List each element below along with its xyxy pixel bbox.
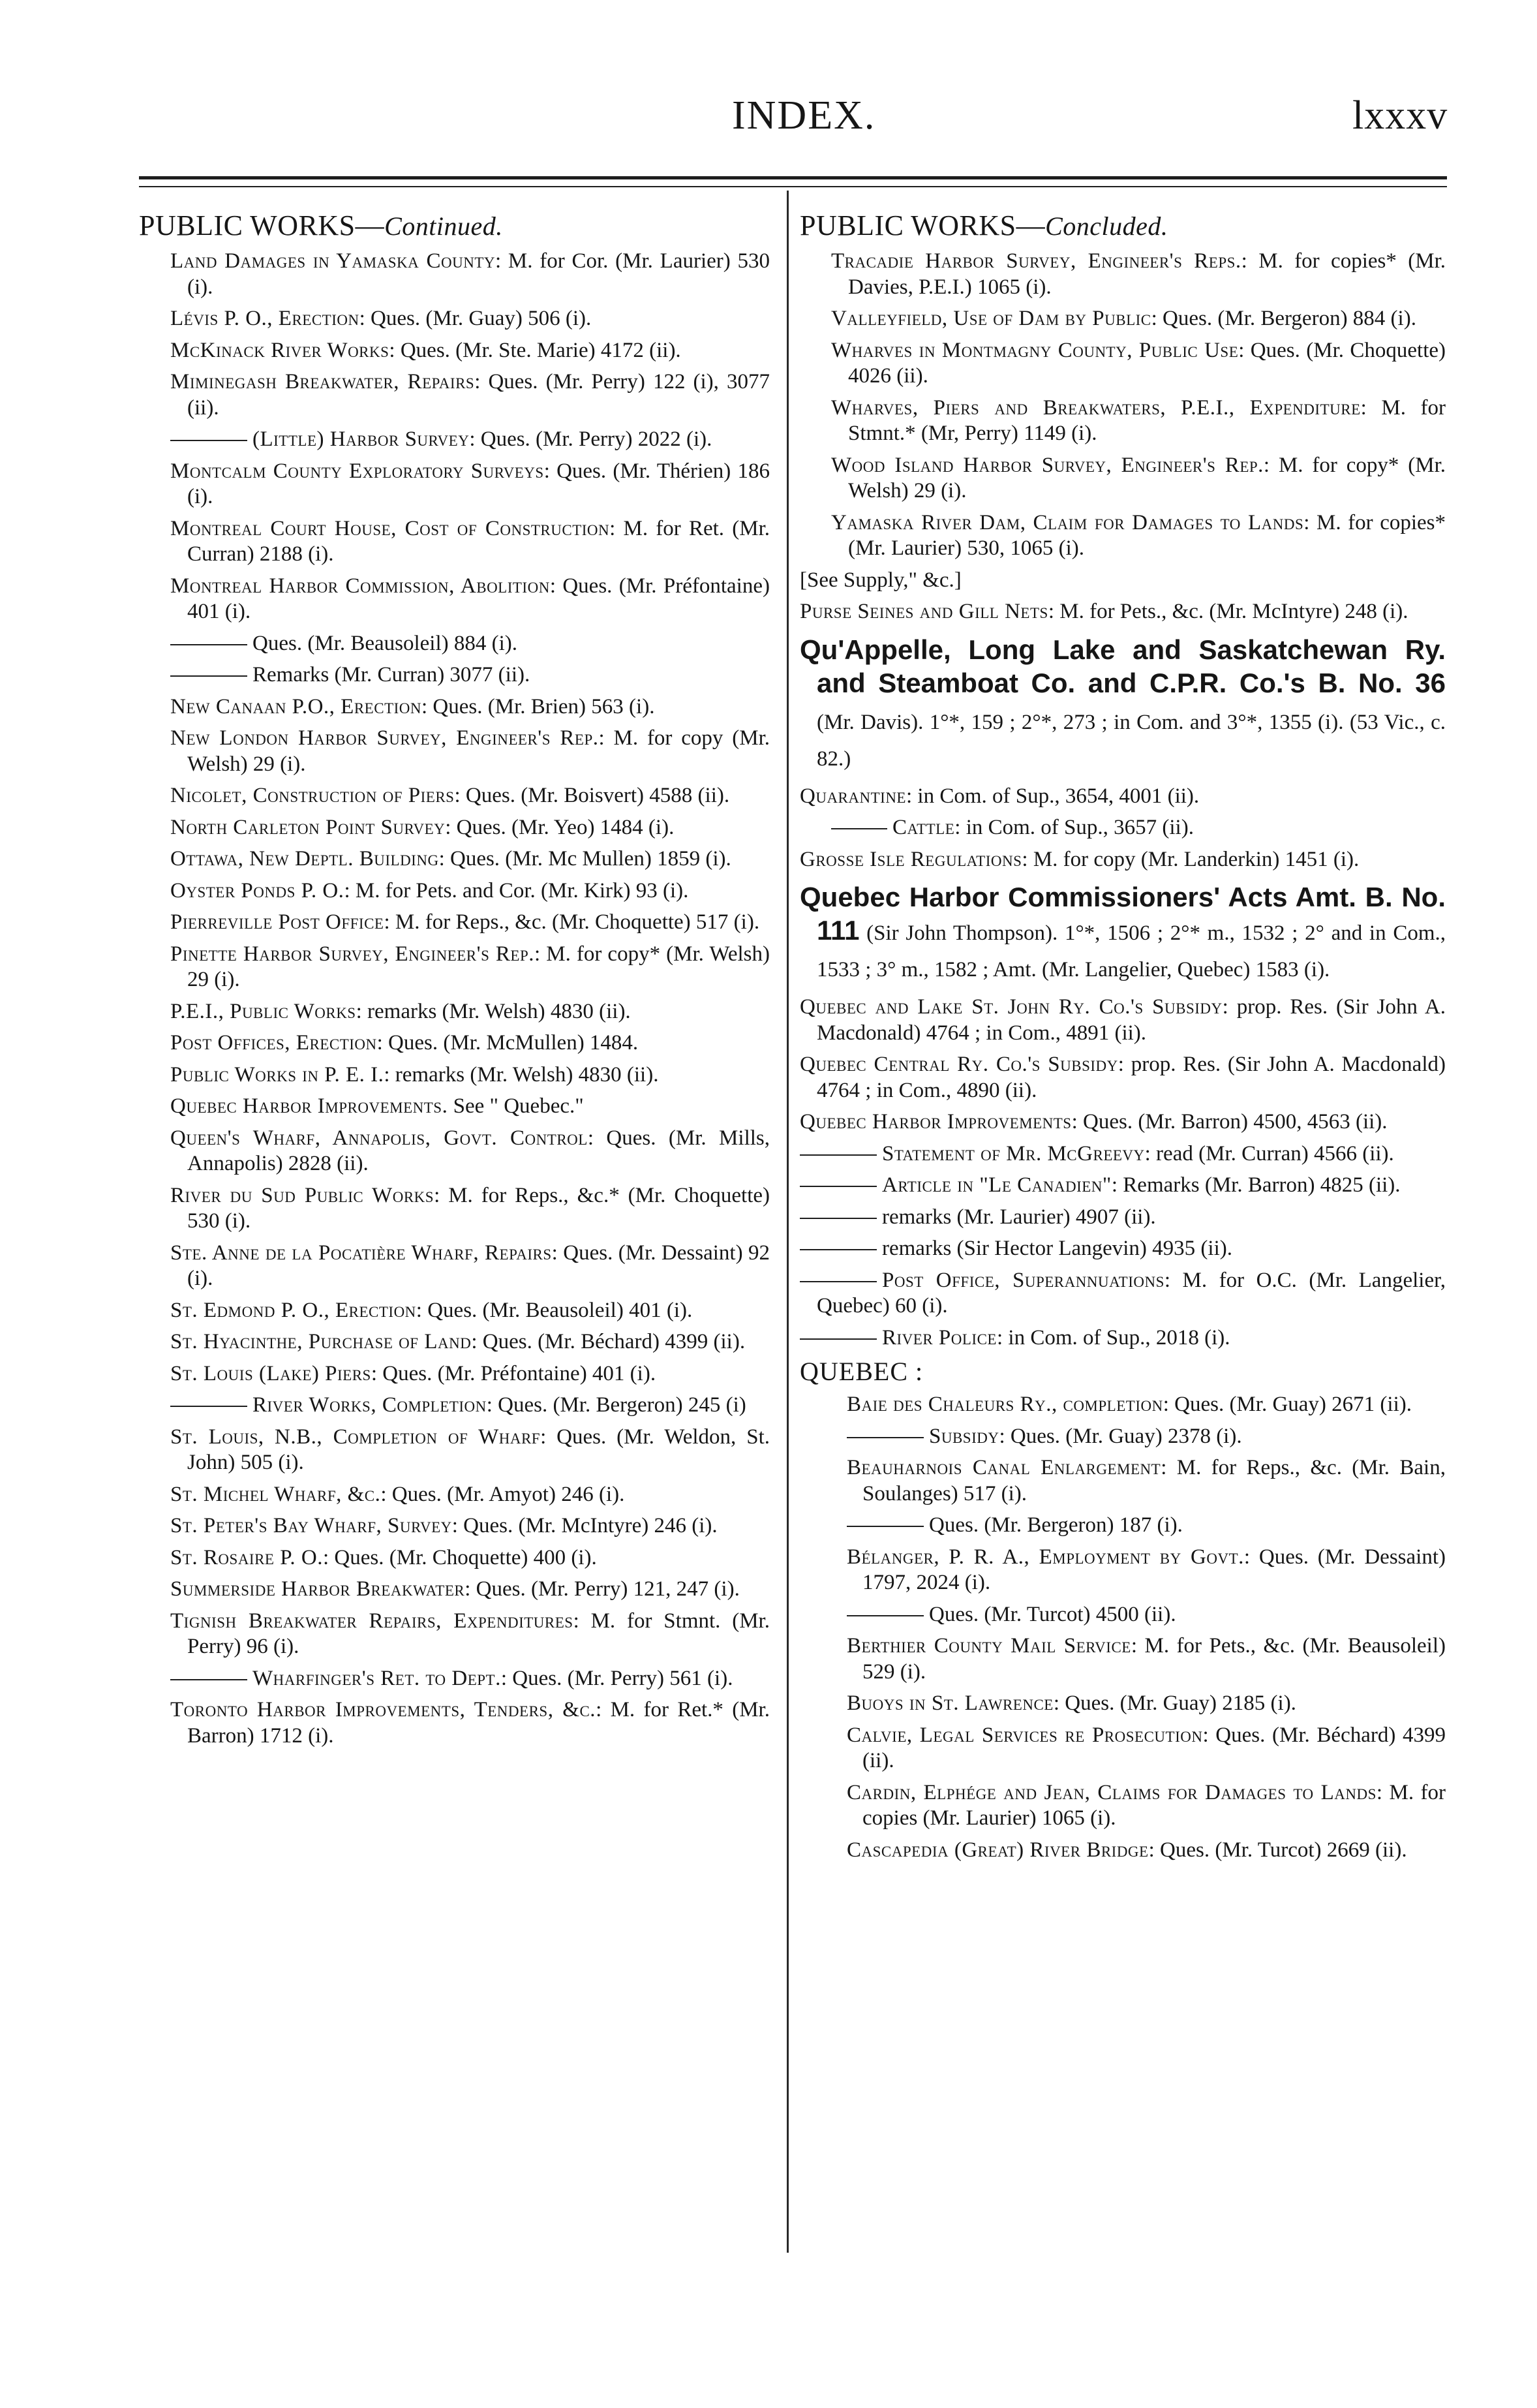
entry-text: : M. for Pets. and Cor. (Mr. Kirk) 93 (i). <box>344 878 689 903</box>
index-entry <box>139 1425 770 1476</box>
index-entry <box>139 249 770 300</box>
entry-text: : M. for copy (Mr. Landerkin) 1451 (i). <box>1022 847 1360 871</box>
index-entry <box>800 1268 1446 1320</box>
entry-subject: Nicolet, Construction of Piers <box>170 784 455 807</box>
entry-text: : Ques. (Mr. Bergeron) 245 (i) <box>486 1393 746 1417</box>
entry-text: : Ques. (Mr. Choquette) 4026 (ii). <box>848 338 1446 388</box>
entry-subject: Calvie, Legal Services re Prosecution <box>847 1723 1203 1747</box>
entry-text: : M. for Reps., &c.* (Mr. Choquette) 530 (i). <box>187 1183 770 1233</box>
entry-subject: St. Louis, N.B., Completion of Wharf <box>170 1425 541 1449</box>
entry-subject: Cardin, Elphége and Jean, Claims for Damages to Lands <box>847 1780 1377 1804</box>
entry-text: : Ques. (Mr. Beausoleil) 401 (i). <box>416 1298 693 1322</box>
entry-text: : prop. Res. (Sir John A. Macdonald) 4764 ; in Com., 4890 (ii). <box>817 1053 1446 1102</box>
index-entry <box>139 1126 770 1177</box>
entry-subject: Ottawa, New Deptl. Building <box>170 847 439 871</box>
entry-subject: St. Peter's Bay Wharf, Survey <box>170 1514 452 1537</box>
entry-text: : Ques. (Mr. Perry) 122 (i), 3077 (ii). <box>187 370 770 420</box>
entry-text: : Ques. (Mr. Bergeron) 884 (i). <box>1151 307 1416 330</box>
index-entry <box>139 516 770 568</box>
dash-rule <box>800 1338 877 1340</box>
dash-rule <box>831 828 887 829</box>
entry-text: : Ques. (Mr. Perry) 121, 247 (i). <box>464 1577 740 1601</box>
entry-text: : Ques. (Mr. McMullen) 1484. <box>376 1031 639 1055</box>
index-entry <box>139 631 770 657</box>
index-entry <box>139 1609 770 1660</box>
bill-title: Quebec Harbor Commissioners' Acts Amt. B. No. 111 <box>800 882 1446 946</box>
index-entry <box>139 1030 770 1057</box>
entry-subject: Article in "Le Canadien" <box>882 1173 1112 1197</box>
entry-text: : Ques. (Mr. Boisvert) 4588 (ii). <box>454 784 730 807</box>
index-entry <box>139 1697 770 1749</box>
index-entry <box>139 459 770 510</box>
index-entry <box>800 1325 1446 1351</box>
entry-text: remarks (Mr. Laurier) 4907 (ii). <box>882 1205 1156 1229</box>
index-entry <box>139 369 770 421</box>
entry-text: remarks (Sir Hector Langevin) 4935 (ii). <box>882 1237 1232 1260</box>
entry-subject: Summerside Harbor Breakwater <box>170 1577 465 1601</box>
index-entry-grosse-isle <box>800 847 1446 873</box>
index-entry <box>139 1666 770 1692</box>
entry-text: : M. for Reps., &c. (Mr. Choquette) 517 (i). <box>384 910 760 934</box>
dash-rule <box>170 675 247 677</box>
index-entry <box>800 1633 1446 1685</box>
index-entry <box>139 1298 770 1324</box>
index-entry <box>800 306 1446 332</box>
index-entry <box>139 1094 770 1120</box>
left-entries <box>139 249 770 1749</box>
entry-text: : prop. Res. (Sir John A. Macdonald) 4764 ; in Com., 4891 (ii). <box>817 995 1446 1045</box>
entry-text: : Ques. (Mr. Mc Mullen) 1859 (i). <box>438 847 731 871</box>
entry-text: : in Com. of Sup., 3657 (ii). <box>954 816 1194 839</box>
dash-rule <box>800 1186 877 1187</box>
entry-text: : Ques. (Mr. Amyot) 246 (i). <box>380 1482 625 1506</box>
entry-text: : Ques. (Mr. Turcot) 2669 (ii). <box>1148 1838 1407 1862</box>
entry-subject: Yamaska River Dam, Claim for Damages to Lands <box>831 510 1304 534</box>
index-entry <box>800 1691 1446 1717</box>
heading-suffix: Concluded. <box>1045 211 1168 241</box>
index-entry <box>800 1838 1446 1864</box>
index-entry <box>139 910 770 936</box>
entry-text: : M. for Stmnt.* (Mr, Perry) 1149 (i). <box>848 395 1446 445</box>
section-heading <box>800 209 1446 243</box>
dash-rule <box>170 1679 247 1680</box>
entry-text: Remarks (Mr. Curran) 3077 (ii). <box>252 663 530 687</box>
index-entry <box>139 999 770 1025</box>
left-column <box>139 209 770 1755</box>
dash-rule <box>800 1154 877 1156</box>
entry-subject: Quebec Harbor Improvements <box>800 1110 1072 1134</box>
entry-subject: Wharfinger's Ret. to Dept. <box>252 1666 501 1690</box>
index-entry <box>139 1482 770 1508</box>
index-entry <box>800 395 1446 447</box>
entry-subject: Wood Island Harbor Survey, Engineer's Rep. <box>831 453 1264 477</box>
entry-subject: Pierreville Post Office <box>170 910 384 934</box>
index-entry <box>139 1183 770 1235</box>
entry-text: : Ques. (Mr. Dessaint) 92 (i). <box>187 1241 770 1290</box>
index-entry <box>800 1236 1446 1262</box>
index-entry <box>800 1602 1446 1628</box>
entry-text: : remarks (Mr. Welsh) 4830 (ii). <box>384 1062 659 1087</box>
entry-text: : Ques. (Mr. Barron) 4500, 4563 (ii). <box>1071 1110 1388 1134</box>
entry-subject: Baie des Chaleurs Ry., completion <box>847 1393 1163 1416</box>
entry-text: Ques. (Mr. Beausoleil) 884 (i). <box>252 631 518 655</box>
index-entry <box>800 453 1446 504</box>
entry-text: : Ques. (Mr. Guay) 506 (i). <box>359 307 592 330</box>
entry-text: : Ques. (Mr. Thérien) 186 (i). <box>187 459 770 508</box>
index-entry <box>800 249 1446 300</box>
index-entry <box>139 878 770 904</box>
entry-text: : Ques. (Mr. McIntyre) 246 (i). <box>451 1514 718 1537</box>
entry-subject: Purse Seines and Gill Nets <box>800 600 1048 623</box>
entry-subject: Quebec Harbor Improvements. <box>170 1094 448 1118</box>
index-entry-quarantine <box>800 784 1446 810</box>
index-entry <box>139 846 770 872</box>
entry-subject: Quebec and Lake St. John Ry. Co.'s Subsidy <box>800 995 1223 1019</box>
entry-subject: Ste. Anne de la Pocatière Wharf, Repairs <box>170 1241 552 1265</box>
entry-subject: Post Office, Superannuations <box>882 1268 1164 1292</box>
entry-subject: McKinack River Works <box>170 338 389 362</box>
entry-subject: Tracadie Harbor Survey, Engineer's Reps. <box>831 249 1241 273</box>
entry-text: : M. for Cor. (Mr. Laurier) 530 (i). <box>187 249 770 299</box>
dash-rule <box>800 1249 877 1250</box>
index-entry <box>800 1205 1446 1231</box>
entry-text: : read (Mr. Curran) 4566 (ii). <box>1144 1141 1394 1165</box>
index-entry <box>800 1455 1446 1507</box>
index-entry <box>800 1723 1446 1774</box>
entry-subject: Grosse Isle Regulations <box>800 847 1022 871</box>
index-entry <box>139 338 770 364</box>
entry-text: : M. for Stmnt. (Mr. Perry) 96 (i). <box>187 1609 770 1658</box>
index-entry <box>800 1109 1446 1135</box>
entry-text: : M. for Reps., &c. (Mr. Bain, Soulanges) 517 (i). <box>862 1456 1446 1505</box>
index-entry <box>139 1329 770 1355</box>
dash-rule <box>800 1281 877 1282</box>
entry-subject: Lévis P. O., Erection <box>170 307 359 330</box>
entry-subject: Queen's Wharf, Annapolis, Govt. Control <box>170 1126 588 1150</box>
entry-text: : Ques. (Mr. Weldon, St. John) 505 (i). <box>187 1425 770 1474</box>
page-title: INDEX. <box>732 93 876 138</box>
entry-subject: Toronto Harbor Improvements, Tenders, &c. <box>170 1698 596 1721</box>
entry-text: : Ques. (Mr. Béchard) 4399 (ii). <box>862 1723 1446 1772</box>
entry-text: : Ques. (Mr. Yeo) 1484 (i). <box>445 815 675 839</box>
entry-subject: Post Offices, Erection <box>170 1031 377 1055</box>
entry-text: See " Quebec." <box>448 1094 584 1118</box>
header-rule-thick <box>139 176 1447 179</box>
entry-text: : Ques. (Mr. Guay) 2671 (ii). <box>1163 1393 1412 1416</box>
entry-text: : Ques. (Mr. Guay) 2378 (i). <box>999 1424 1242 1448</box>
index-entry <box>139 306 770 332</box>
entry-text: Ques. (Mr. Turcot) 4500 (ii). <box>929 1602 1176 1626</box>
entry-subject: Cascapedia (Great) River Bridge <box>847 1838 1149 1862</box>
entry-subject: North Carleton Point Survey <box>170 815 446 839</box>
page-number: lxxxv <box>1352 93 1448 138</box>
entry-text: : M. for copies (Mr. Laurier) 1065 (i). <box>862 1780 1446 1830</box>
entry-subject: River Police <box>882 1325 997 1350</box>
entry-subject: St. Hyacinthe, Purchase of Land <box>170 1330 472 1353</box>
entry-subject: Land Damages in Yamaska County <box>170 249 495 273</box>
index-entry-purse-seines <box>800 599 1446 625</box>
entry-text: : in Com. of Sup., 2018 (i). <box>996 1325 1230 1350</box>
header-rule-thin <box>139 186 1447 187</box>
index-entry <box>139 1545 770 1571</box>
entry-text: : Ques. (Mr. Dessaint) 1797, 2024 (i). <box>862 1545 1446 1594</box>
entry-subject: Bélanger, P. R. A., Employment by Govt. <box>847 1545 1244 1569</box>
index-entry <box>800 1513 1446 1539</box>
bill-entry-quebec-harbor <box>800 880 1446 987</box>
entry-subject: New London Harbor Survey, Engineer's Rep. <box>170 726 599 750</box>
entry-subject: River du Sud Public Works <box>170 1183 434 1207</box>
index-entry <box>800 510 1446 562</box>
entry-text: : Ques. (Mr. Brien) 563 (i). <box>421 694 655 718</box>
entry-subject: Montcalm County Exploratory Surveys <box>170 459 544 483</box>
entry-text: : Ques. (Mr. Préfontaine) 401 (i). <box>371 1361 656 1385</box>
entry-subject: Montreal Harbor Commission, Abolition <box>170 574 550 598</box>
quebec-entries <box>800 995 1446 1351</box>
entry-subject: St. Michel Wharf, &c. <box>170 1482 381 1506</box>
entry-subject: Valleyfield, Use of Dam by Public <box>831 307 1151 330</box>
entry-text: : Ques. (Mr. Choquette) 400 (i). <box>323 1545 597 1569</box>
entry-subject: (Little) Harbor Survey <box>252 427 470 451</box>
entry-text: : M. for copy (Mr. Welsh) 29 (i). <box>187 726 770 776</box>
entry-subject: Pinette Harbor Survey, Engineer's Rep. <box>170 942 535 966</box>
index-entry <box>800 1392 1446 1418</box>
dash-rule <box>847 1615 924 1616</box>
index-entry <box>139 783 770 809</box>
index-entry <box>139 1577 770 1603</box>
heading-suffix: Continued. <box>384 211 503 241</box>
page-header <box>0 0 1537 170</box>
index-entry <box>139 1241 770 1292</box>
entry-subject: St. Edmond P. O., Erection <box>170 1298 416 1322</box>
index-entry <box>139 574 770 625</box>
entry-text: : M. for Pets., &c. (Mr. McIntyre) 248 (i). <box>1048 600 1408 623</box>
dash-rule <box>847 1437 924 1438</box>
entry-subject: Miminegash Breakwater, Repairs <box>170 370 475 394</box>
entry-subject: Berthier County Mail Service <box>847 1634 1131 1658</box>
index-entry <box>800 1052 1446 1104</box>
entry-subject: St. Rosaire P. O. <box>170 1545 324 1569</box>
entry-subject: Wharves in Montmagny County, Public Use <box>831 338 1239 362</box>
index-entry <box>139 1513 770 1539</box>
entry-subject: Quarantine <box>800 784 906 808</box>
index-entry <box>139 1361 770 1387</box>
entry-text: Ques. (Mr. Bergeron) 187 (i). <box>929 1513 1183 1537</box>
index-entry-cattle <box>800 815 1446 841</box>
index-entry <box>139 726 770 777</box>
entry-text: : M. for copies* (Mr. Davies, P.E.I.) 1065 (i). <box>848 249 1446 299</box>
entry-text: : Ques. (Mr. Guay) 2185 (i). <box>1053 1691 1296 1715</box>
bill-details: (Mr. Davis). 1°*, 159 ; 2°*, 273 ; in Com. and 3°*, 1355 (i). (53 Vic., c. 82.) <box>817 710 1446 771</box>
index-entry <box>800 1141 1446 1167</box>
index-entry <box>139 942 770 993</box>
bill-entry-quappelle <box>800 633 1446 776</box>
entry-text: : Ques. (Mr. Préfontaine) 401 (i). <box>187 574 770 623</box>
index-entry <box>800 995 1446 1046</box>
entry-text: : remarks (Mr. Welsh) 4830 (ii). <box>356 999 631 1023</box>
index-entry <box>139 1062 770 1088</box>
entry-text: : M. for Pets., &c. (Mr. Beausoleil) 529 (i). <box>862 1634 1446 1684</box>
bill-details: (Sir John Thompson). 1°*, 1506 ; 2°* m., 1532 ; 2° and in Com., 1533 ; 3° m., 1582 ; Amt. (Mr. Langelier, Quebec) 1583 (i). <box>817 921 1446 981</box>
entry-subject: P.E.I., Public Works <box>170 999 356 1023</box>
index-entry <box>800 338 1446 390</box>
index-entry <box>139 694 770 720</box>
index-entry <box>800 1780 1446 1832</box>
index-entry <box>800 1545 1446 1596</box>
entry-text: : Ques. (Mr. Ste. Marie) 4172 (ii). <box>389 338 681 362</box>
entry-subject: Cattle <box>892 816 955 839</box>
entry-text: : Ques. (Mr. Béchard) 4399 (ii). <box>471 1330 746 1353</box>
dash-rule <box>170 1406 247 1407</box>
index-entry <box>139 662 770 688</box>
index-entry <box>139 1393 770 1419</box>
entry-subject: Statement of Mr. McGreevy <box>882 1141 1145 1165</box>
section-heading <box>139 209 770 243</box>
entry-text: : M. for copies* (Mr. Laurier) 530, 1065 (i). <box>848 510 1446 560</box>
right-column <box>800 209 1446 1869</box>
dash-rule <box>170 440 247 441</box>
bill-title: Qu'Appelle, Long Lake and Saskatchewan Ry. and Steamboat Co. and C.P.R. Co.'s B. No. 36 <box>800 634 1446 698</box>
entry-subject: Subsidy <box>929 1424 999 1448</box>
entry-subject: Quebec Central Ry. Co.'s Subsidy <box>800 1053 1118 1076</box>
entry-text: : M. for Ret.* (Mr. Barron) 1712 (i). <box>187 1698 770 1748</box>
index-entry <box>139 427 770 453</box>
quebec-heading: QUEBEC : <box>800 1357 924 1386</box>
entry-text: : Ques. (Mr. Perry) 561 (i). <box>500 1666 733 1690</box>
entry-text: : M. for copy* (Mr. Welsh) 29 (i). <box>187 942 770 991</box>
entry-subject: Beauharnois Canal Enlargement <box>847 1456 1161 1479</box>
entry-text: : Ques. (Mr. Mills, Annapolis) 2828 (ii). <box>187 1126 770 1175</box>
dash-rule <box>847 1526 924 1527</box>
entry-subject: River Works, Completion <box>252 1393 487 1417</box>
entry-text: : Ques. (Mr. Perry) 2022 (i). <box>469 427 712 451</box>
entry-subject: Tignish Breakwater Repairs, Expenditures <box>170 1609 573 1633</box>
dash-rule <box>800 1218 877 1219</box>
entry-subject: Montreal Court House, Cost of Construction <box>170 516 610 540</box>
entry-subject: Wharves, Piers and Breakwaters, P.E.I., Expenditure <box>831 395 1361 420</box>
entry-text: : M. for copy* (Mr. Welsh) 29 (i). <box>848 453 1446 502</box>
entry-subject: New Canaan P.O., Erection <box>170 694 421 718</box>
right-entries <box>800 249 1446 562</box>
entry-subject: Public Works in P. E. I. <box>170 1062 384 1087</box>
index-entry <box>139 815 770 841</box>
dash-rule <box>170 644 247 645</box>
heading-text: PUBLIC WORKS— <box>139 209 385 241</box>
entry-text: : M. for O.C. (Mr. Langelier, Quebec) 60 (i). <box>817 1268 1446 1318</box>
entry-text: : Remarks (Mr. Barron) 4825 (ii). <box>1111 1173 1401 1197</box>
entry-subject: St. Louis (Lake) Piers <box>170 1361 371 1385</box>
quebec-subentries <box>800 1392 1446 1863</box>
entry-subject: Oyster Ponds P. O. <box>170 878 344 903</box>
entry-subject: Buoys in St. Lawrence <box>847 1691 1054 1715</box>
index-entry <box>800 1173 1446 1199</box>
column-divider <box>787 191 789 2253</box>
index-entry <box>800 1424 1446 1450</box>
entry-text: : M. for Ret. (Mr. Curran) 2188 (i). <box>187 516 770 566</box>
entry-text: : in Com. of Sup., 3654, 4001 (ii). <box>905 784 1200 808</box>
see-also-note: [See Supply," &c.] <box>800 568 962 592</box>
heading-text: PUBLIC WORKS— <box>800 209 1046 241</box>
